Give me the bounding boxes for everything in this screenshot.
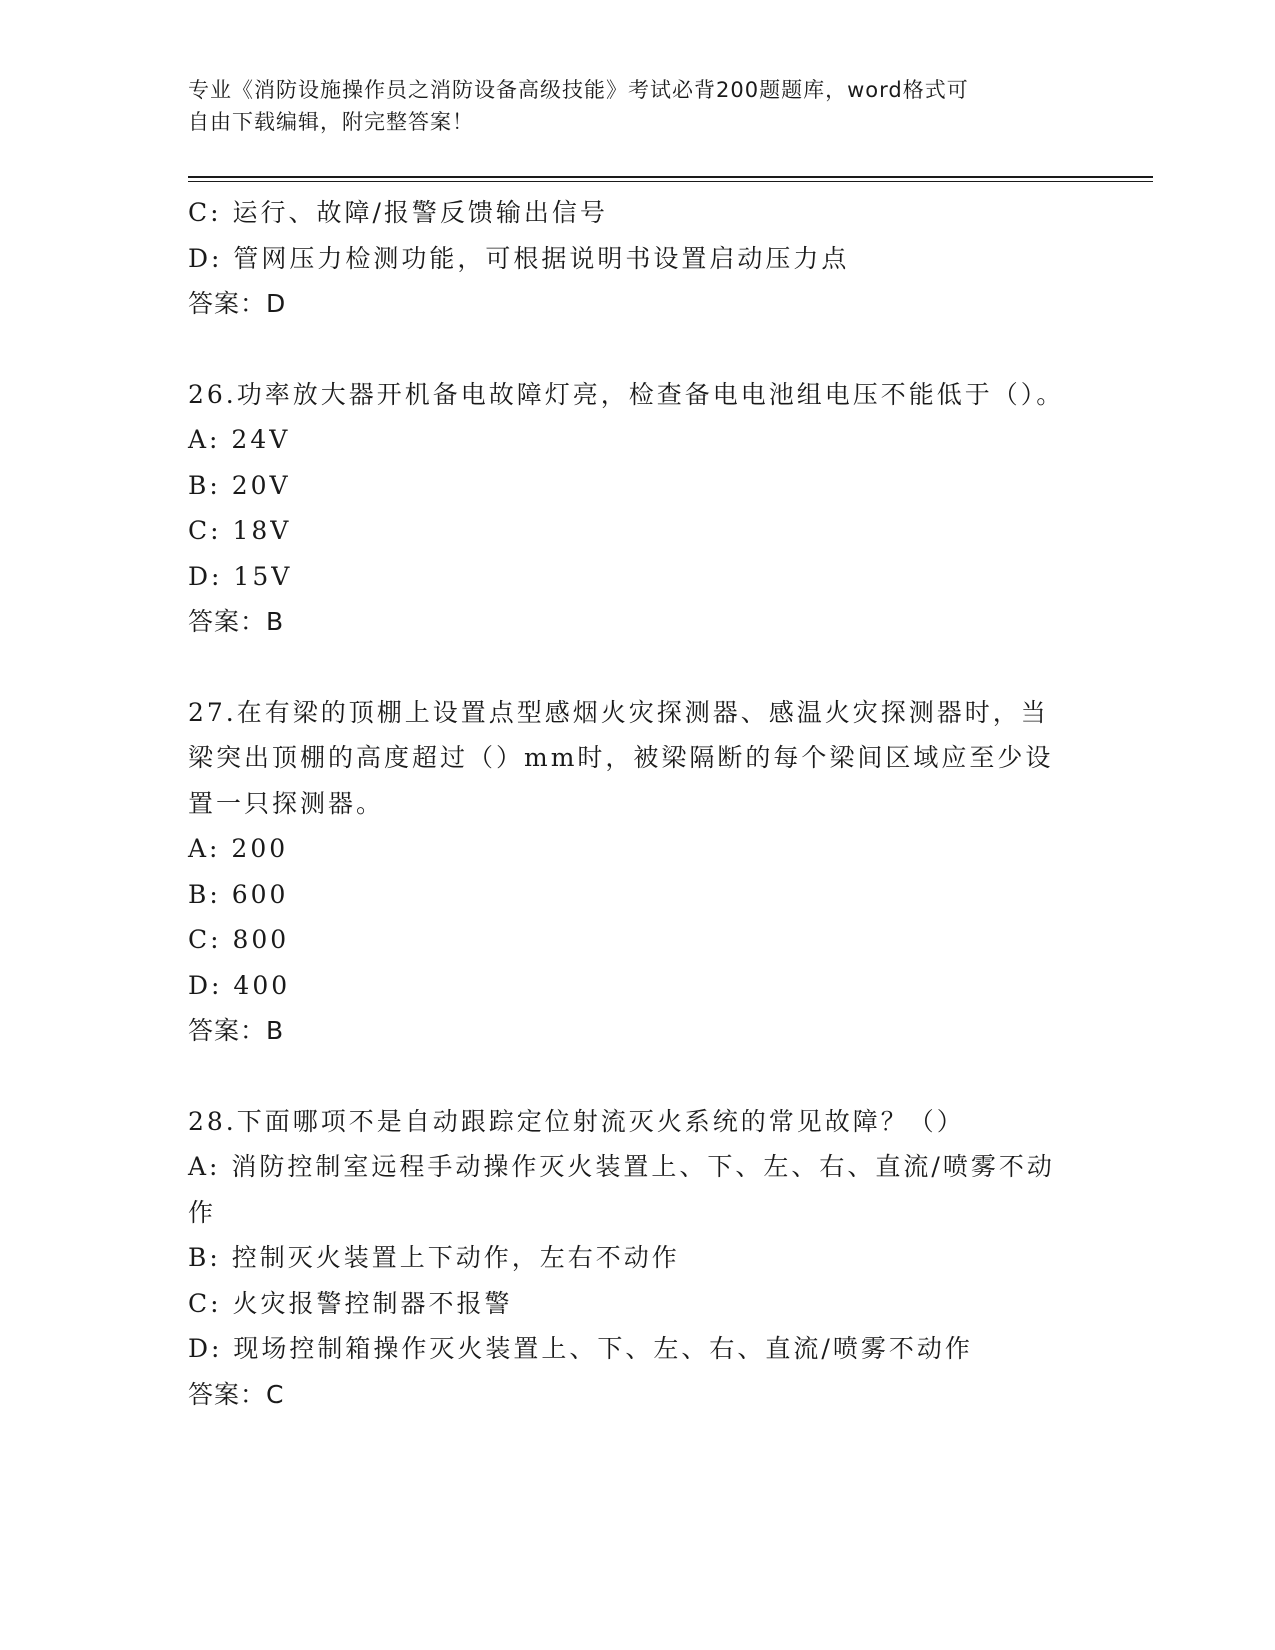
option-c: C: 800	[188, 925, 290, 954]
option-c: C: 运行、故障/报警反馈输出信号	[188, 198, 608, 227]
option-c: C: 火灾报警控制器不报警	[188, 1288, 513, 1318]
question-text: 27.在有梁的顶棚上设置点型感烟火灾探测器、感温火灾探测器时，当梁突出顶棚的高度超过（）mm时，被梁隔断的每个梁间区域应至少设置一只探测器。	[188, 697, 1054, 818]
question-text: 26.功率放大器开机备电故障灯亮，检查备电电池组电压不能低于（）。	[188, 379, 1065, 409]
question-content	[188, 190, 1068, 1417]
option-a: A: 24V	[188, 425, 291, 454]
option-d: D: 管网压力检测功能，可根据说明书设置启动压力点	[188, 243, 850, 273]
question-27	[188, 690, 1068, 1054]
option-c: C: 18V	[188, 516, 292, 545]
spacer	[188, 645, 1068, 690]
option-a: A: 消防控制室远程手动操作灭火装置上、下、左、右、直流/喷雾不动作	[188, 1152, 1055, 1227]
option-b: B: 600	[188, 879, 289, 909]
option-d: D: 现场控制箱操作灭火装置上、下、左、右、直流/喷雾不动作	[188, 1334, 973, 1363]
option-b: B: 20V	[188, 470, 291, 500]
question-28	[188, 1099, 1068, 1418]
answer: 答案：D	[188, 289, 287, 318]
answer: 答案：C	[188, 1379, 285, 1409]
option-a: A: 200	[188, 834, 289, 863]
header-rule-thin	[188, 181, 1153, 182]
spacer	[188, 327, 1068, 372]
answer: 答案：B	[188, 1016, 285, 1045]
header-title-line1: 专业《消防设施操作员之消防设备高级技能》考试必背200题题库，word格式可	[188, 78, 969, 102]
previous-question-tail	[188, 190, 1068, 327]
question-text: 28.下面哪项不是自动跟踪定位射流灭火系统的常见故障？（）	[188, 1106, 965, 1136]
header-rule-thick	[188, 176, 1153, 178]
document-header	[188, 74, 1068, 138]
answer: 答案：B	[188, 607, 285, 636]
spacer	[188, 1054, 1068, 1099]
question-26	[188, 372, 1068, 645]
header-title-line2: 自由下载编辑，附完整答案！	[188, 110, 474, 134]
option-d: D: 400	[188, 970, 291, 1000]
option-b: B: 控制灭火装置上下动作，左右不动作	[188, 1243, 680, 1272]
option-d: D: 15V	[188, 561, 293, 591]
